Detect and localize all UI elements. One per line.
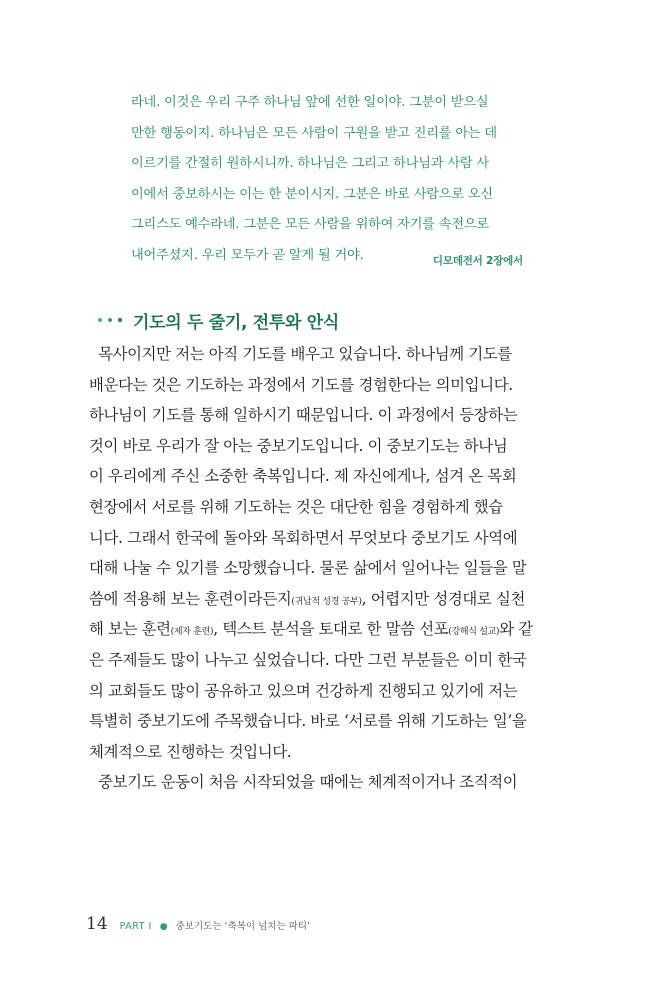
quote-line: 이르기를 간절히 원하시니까. 하나님은 그리고 하나님과 사람 사 — [131, 156, 489, 171]
inline-note: (귀납적 성경 공부) — [291, 596, 362, 607]
body-line: 이 우리에게 주신 소중한 축복입니다. 제 자신에게나, 섬겨 온 목회 — [89, 467, 517, 486]
body-line: 중보기도 운동이 처음 시작되었을 때에는 체계적이거나 조직적이 — [89, 773, 518, 792]
page-footer — [86, 914, 310, 936]
body-line: 현장에서 서로를 위해 기도하는 것은 대단한 힘을 경험하게 했습 — [89, 497, 503, 516]
body-line — [89, 584, 563, 615]
quote-block — [131, 88, 523, 271]
body-line: 의 교회들도 많이 공유하고 있으며 건강하게 진행되고 있기에 저는 — [89, 681, 518, 700]
quote-line: 그리스도 예수라네. 그분은 모든 사람을 위하여 자기를 속전으로 — [131, 217, 489, 232]
inline-note: (강해식 설교) — [448, 627, 500, 638]
body-text-run: 씀에 적용해 보는 훈련이라든지 — [89, 589, 292, 608]
page-number: 14 — [86, 914, 108, 934]
bullet-icon: ● — [159, 922, 168, 932]
body-text — [89, 339, 563, 798]
part-title: 중보기도는 ‘축복이 넘치는 파티’ — [175, 921, 311, 932]
body-line: 니다. 그래서 한국에 돌아와 목회하면서 무엇보다 중보기도 사역에 — [89, 528, 518, 547]
inline-note: (제자 훈련) — [170, 627, 214, 638]
body-line: 하나님이 기도를 통해 일하시기 때문입니다. 이 과정에서 등장하는 — [89, 406, 518, 425]
body-line: 체계적으로 진행하는 것입니다. — [89, 742, 292, 761]
section-heading — [98, 306, 339, 334]
section-title: 기도의 두 줄기, 전투와 안식 — [133, 312, 339, 333]
body-line: 은 주제들도 많이 나누고 싶었습니다. 다만 그런 부분들은 이미 한국 — [89, 650, 527, 669]
body-line: 배운다는 것은 기도하는 과정에서 기도를 경험한다는 의미입니다. — [89, 375, 513, 394]
quote-line: 이에서 중보하시는 이는 한 분이시지. 그분은 바로 사람으로 오신 — [131, 186, 493, 202]
body-text-run: , 텍스트 분석을 토대로 한 말씀 선포 — [213, 620, 449, 639]
body-line: 것이 바로 우리가 잘 아는 중보기도입니다. 이 중보기도는 하나님 — [89, 436, 508, 455]
body-line — [89, 614, 563, 645]
quote-source: 디모데전서 2장에서 — [432, 255, 523, 267]
quote-line: 라네. 이것은 우리 구주 하나님 앞에 선한 일이야. 그분이 받으실 — [131, 95, 489, 110]
body-line: 목사이지만 저는 아직 기도를 배우고 있습니다. 하나님께 기도를 — [89, 345, 512, 363]
part-label: PART I — [119, 921, 152, 932]
body-line: 특별히 중보기도에 주목했습니다. 바로 ‘서로를 위해 기도하는 일’을 — [89, 712, 527, 731]
body-text-run: 해 보는 훈련 — [89, 620, 171, 639]
body-text-run: 와 같 — [499, 620, 533, 639]
body-line: 대해 나눌 수 있기를 소망했습니다. 물론 삶에서 일어나는 일들을 말 — [89, 559, 527, 578]
quote-line: 내어주셨지. 우리 모두가 곧 알게 될 거야. — [131, 247, 364, 263]
heading-dots-icon — [98, 318, 122, 322]
quote-line: 만한 행동이지. 하나님은 모든 사람이 구원을 받고 진리를 아는 데 — [131, 125, 497, 141]
body-text-run: , 어렵지만 성경대로 실천 — [361, 589, 526, 608]
